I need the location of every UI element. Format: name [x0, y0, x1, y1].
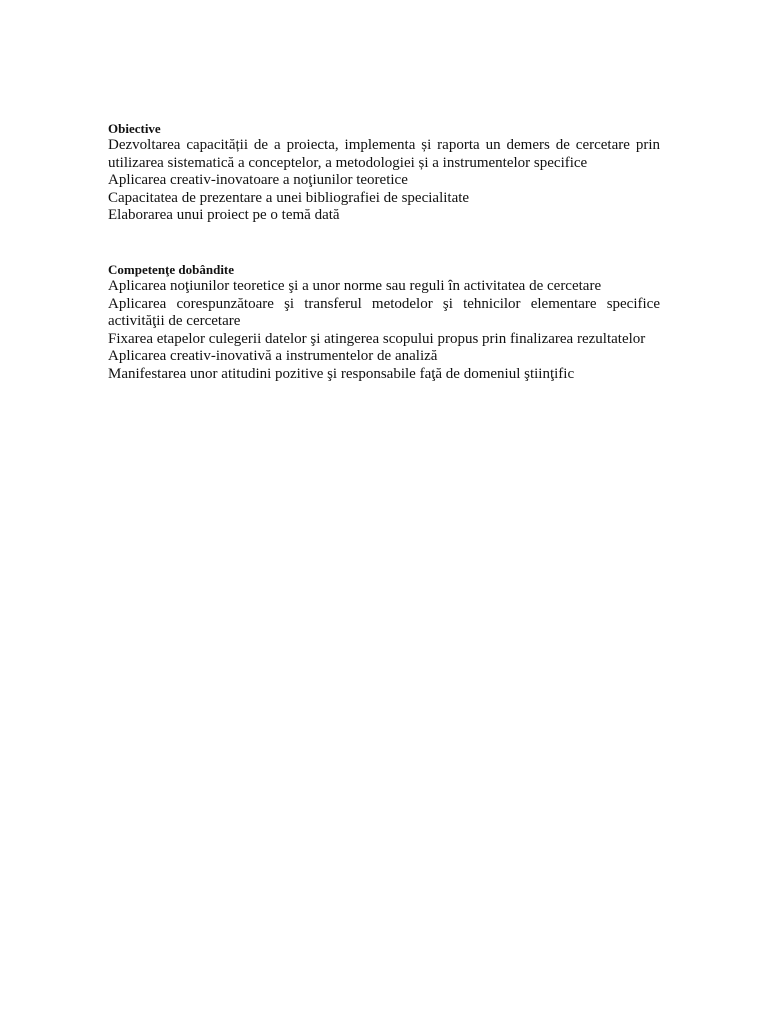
list-item: Capacitatea de prezentare a unei bibliografiei de specialitate	[108, 189, 470, 206]
list-item: Manifestarea unor atitudini pozitive şi responsabile faţă de domeniul ştiinţific	[108, 365, 575, 382]
section-objectives	[108, 122, 660, 225]
section-title: Competenţe dobândite	[108, 261, 235, 277]
list-item: Dezvoltarea capacității de a proiecta, implementa și raporta un demers de cercetare prin utilizarea sistematică a conceptelor, a metodologiei și a instrumentelor specifice	[108, 137, 660, 171]
list-item: Fixarea etapelor culegerii datelor şi atingerea scopului propus prin finalizarea rezultatelor	[108, 330, 646, 347]
list-item: Elaborarea unui proiect pe o temă dată	[108, 207, 340, 224]
section-title: Obiective	[108, 121, 161, 136]
list-item: Aplicarea creativ-inovatoare a noţiunilor teoretice	[108, 172, 408, 189]
section-competencies	[108, 263, 660, 384]
list-item: Aplicarea creativ-inovativă a instrumentelor de analiză	[108, 348, 438, 365]
list-item: Aplicarea noţiunilor teoretice şi a unor norme sau reguli în activitatea de cercetare	[108, 277, 602, 294]
document-page	[108, 122, 660, 384]
list-item: Aplicarea corespunzătoare şi transferul metodelor şi tehnicilor elementare specifice activităţii de cercetare	[108, 295, 660, 330]
